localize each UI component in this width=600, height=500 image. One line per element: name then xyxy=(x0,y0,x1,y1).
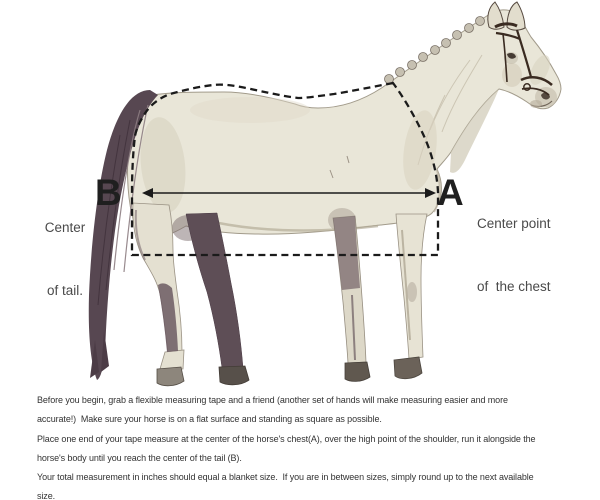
tail-caption-line2: of tail. xyxy=(46,283,84,298)
instruction-line: accurate!) Make sure your horse is on a flat surface and standing as square as possible. xyxy=(37,414,382,425)
horse-far-front-leg xyxy=(333,216,370,381)
point-b-label: B xyxy=(95,172,122,213)
horse-near-front-leg xyxy=(394,214,427,379)
instructions-text xyxy=(37,391,597,500)
chest-caption-line1: Center point xyxy=(477,216,551,231)
instruction-line: size. xyxy=(37,491,56,500)
tail-caption-line1: Center xyxy=(44,220,86,235)
instruction-line: Before you begin, grab a flexible measuring tape and a friend (another set of hands will make measuring easier and more xyxy=(37,395,508,405)
point-a-label: A xyxy=(437,172,464,213)
chest-caption-line2: of the chest xyxy=(477,279,551,294)
instruction-line: horse's body until you reach the center of the tail (B). xyxy=(37,452,242,463)
hoof xyxy=(219,366,249,385)
instruction-line: Your total measurement in inches should equal a blanket size. If you are in between sizes, simply round up to the next available xyxy=(37,472,534,483)
hoof xyxy=(345,362,370,381)
chest-caption xyxy=(477,171,551,339)
hoof xyxy=(394,357,422,379)
instruction-line: Place one end of your tape measure at the center of the horse's chest(A), over the high point of the shoulder, run it alongside the xyxy=(37,433,536,444)
hoof xyxy=(157,367,184,386)
tail-caption xyxy=(33,175,97,343)
horse-far-hind-leg xyxy=(186,213,249,385)
